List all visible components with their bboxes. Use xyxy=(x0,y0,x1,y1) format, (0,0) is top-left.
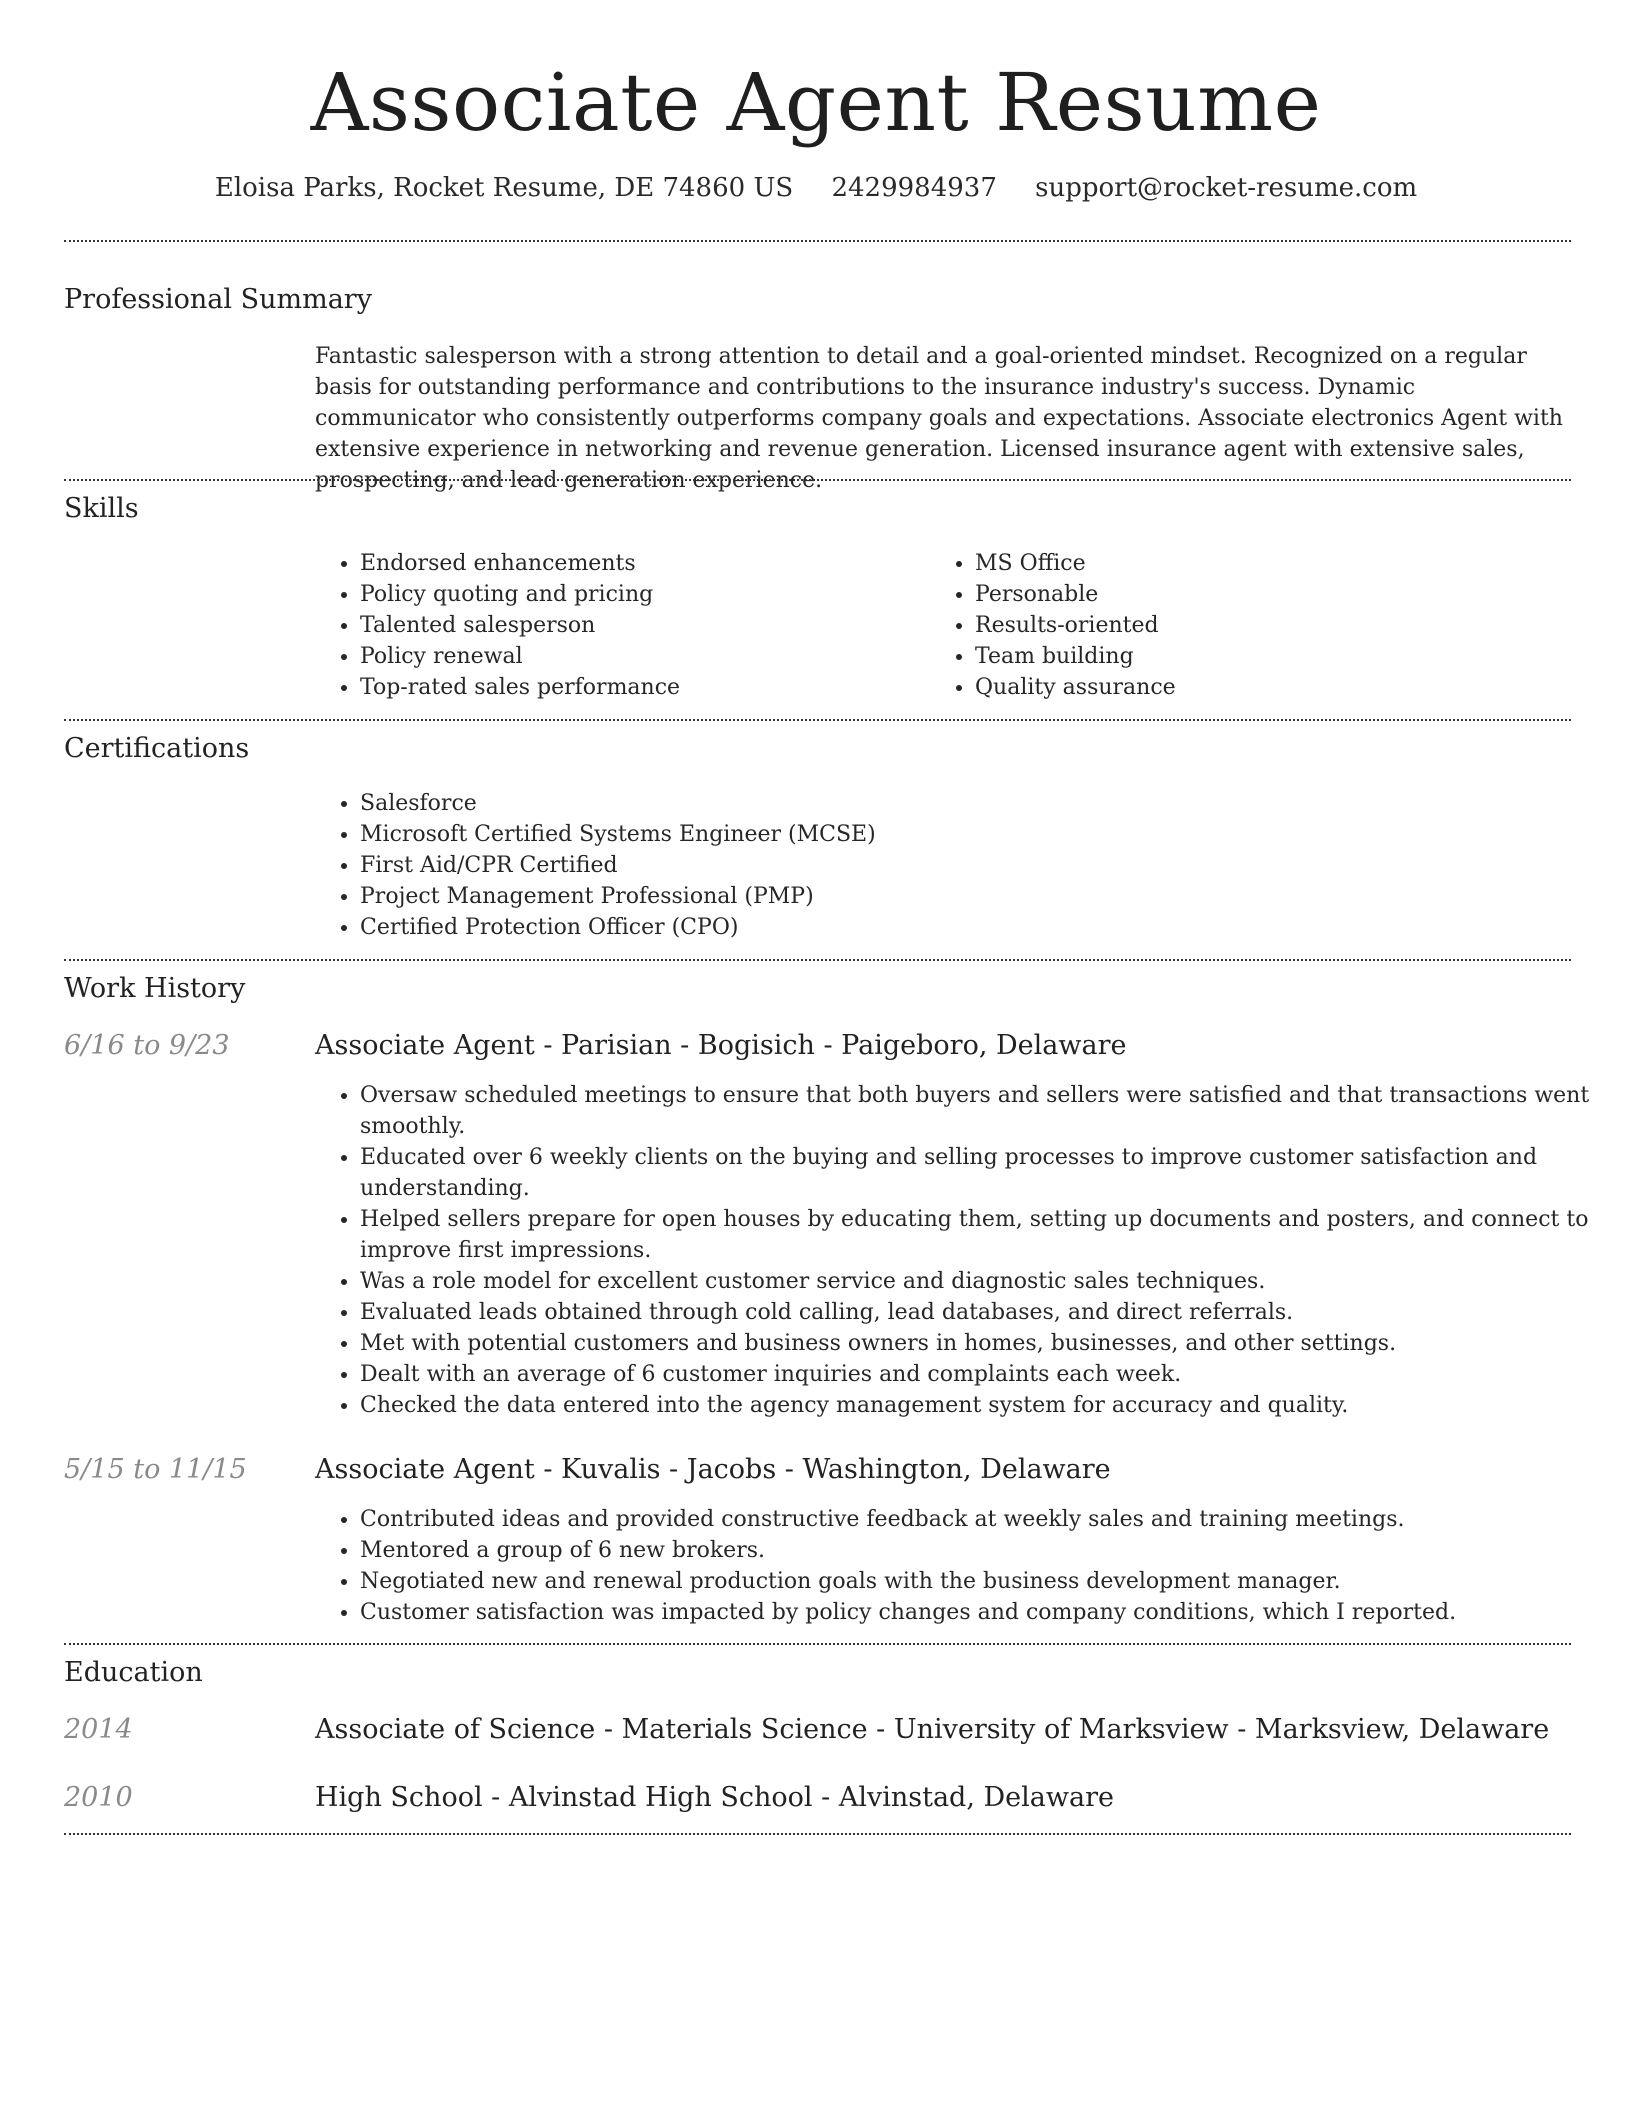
certification-item: • Certified Protection Officer (CPO) xyxy=(360,912,1560,943)
job-bullets xyxy=(315,1080,1612,1421)
resume-title: Associate Agent Resume xyxy=(310,56,1322,149)
contact-line xyxy=(0,170,1632,206)
section-divider xyxy=(64,240,1571,242)
job-bullet: • Negotiated new and renewal production goals with the business development manager. xyxy=(360,1566,1612,1597)
certification-item: • Microsoft Certified Systems Engineer (MCSE) xyxy=(360,819,1560,850)
education-title: Associate of Science - Materials Science - University of Marksview - Marksview, Delaware xyxy=(315,1714,1550,1745)
job-bullet: • Evaluated leads obtained through cold calling, lead databases, and direct referrals. xyxy=(360,1297,1612,1328)
section-divider xyxy=(64,719,1571,721)
certification-item: • Project Management Professional (PMP) xyxy=(360,881,1560,912)
summary-text: Fantastic salesperson with a strong attention to detail and a goal-oriented mindset. Recognized on a regular basis for outstanding performance and contributions to the insurance industry's success. Dynamic communicator who consistently outperforms company goals and expectations. Associate electronics Agent with extensive experience in networking and revenue generation. Licensed insurance agent with extensive sales, prospecting, and lead generation experience. xyxy=(315,344,1563,493)
job-bullet: • Customer satisfaction was impacted by policy changes and company conditions, which I reported. xyxy=(360,1597,1612,1628)
education-title: High School - Alvinstad High School - Alvinstad, Delaware xyxy=(315,1782,1114,1813)
education-year: 2014 xyxy=(64,1714,133,1745)
certification-item: • First Aid/CPR Certified xyxy=(360,850,1560,881)
skill-item: • Endorsed enhancements xyxy=(360,548,920,579)
job-dates: 6/16 to 9/23 xyxy=(64,1030,230,1061)
skill-item: • Results-oriented xyxy=(975,610,1535,641)
education-year: 2010 xyxy=(64,1782,133,1813)
skill-item: • Team building xyxy=(975,641,1535,672)
job-dates: 5/15 to 11/15 xyxy=(64,1454,247,1485)
job-bullet: • Mentored a group of 6 new brokers. xyxy=(360,1535,1612,1566)
skill-item: • Top-rated sales performance xyxy=(360,672,920,703)
certification-item: • Salesforce xyxy=(360,788,1560,819)
job-bullet: • Checked the data entered into the agency management system for accuracy and quality. xyxy=(360,1390,1612,1421)
job-title: Associate Agent - Kuvalis - Jacobs - Washington, Delaware xyxy=(315,1454,1111,1485)
job-bullet: • Contributed ideas and provided constructive feedback at weekly sales and training meetings. xyxy=(360,1504,1612,1535)
job-bullet: • Was a role model for excellent customer service and diagnostic sales techniques. xyxy=(360,1266,1612,1297)
section-divider xyxy=(64,479,1571,481)
skill-item: • Policy renewal xyxy=(360,641,920,672)
summary-heading: Professional Summary xyxy=(64,284,372,315)
skills-list-right xyxy=(930,548,1535,703)
job-title: Associate Agent - Parisian - Bogisich - Paigeboro, Delaware xyxy=(315,1030,1127,1061)
skill-item: • Personable xyxy=(975,579,1535,610)
job-bullet: • Educated over 6 weekly clients on the buying and selling processes to improve customer satisfaction and understanding. xyxy=(360,1142,1612,1204)
job-bullet: • Dealt with an average of 6 customer inquiries and complaints each week. xyxy=(360,1359,1612,1390)
section-divider xyxy=(64,959,1571,961)
section-divider xyxy=(64,1833,1571,1835)
education-heading: Education xyxy=(64,1657,203,1688)
skill-item: • Talented salesperson xyxy=(360,610,920,641)
contact-email: support@rocket-resume.com xyxy=(1035,173,1418,203)
job-bullets xyxy=(315,1504,1612,1628)
section-divider xyxy=(64,1643,1571,1645)
skills-heading: Skills xyxy=(64,493,139,524)
job-bullet: • Helped sellers prepare for open houses by educating them, setting up documents and posters, and connect to improve first impressions. xyxy=(360,1204,1612,1266)
contact-address: Eloisa Parks, Rocket Resume, DE 74860 US xyxy=(214,173,794,203)
job-bullet: • Met with potential customers and business owners in homes, businesses, and other settings. xyxy=(360,1328,1612,1359)
job-bullet: • Oversaw scheduled meetings to ensure that both buyers and sellers were satisfied and that transactions went smoothly. xyxy=(360,1080,1612,1142)
skill-item: • Policy quoting and pricing xyxy=(360,579,920,610)
contact-phone: 2429984937 xyxy=(831,173,997,203)
skills-list-left xyxy=(315,548,920,703)
certifications-heading: Certifications xyxy=(64,733,250,764)
skill-item: • MS Office xyxy=(975,548,1535,579)
certifications-list xyxy=(315,788,1560,943)
work-history-heading: Work History xyxy=(64,973,246,1004)
skill-item: • Quality assurance xyxy=(975,672,1535,703)
